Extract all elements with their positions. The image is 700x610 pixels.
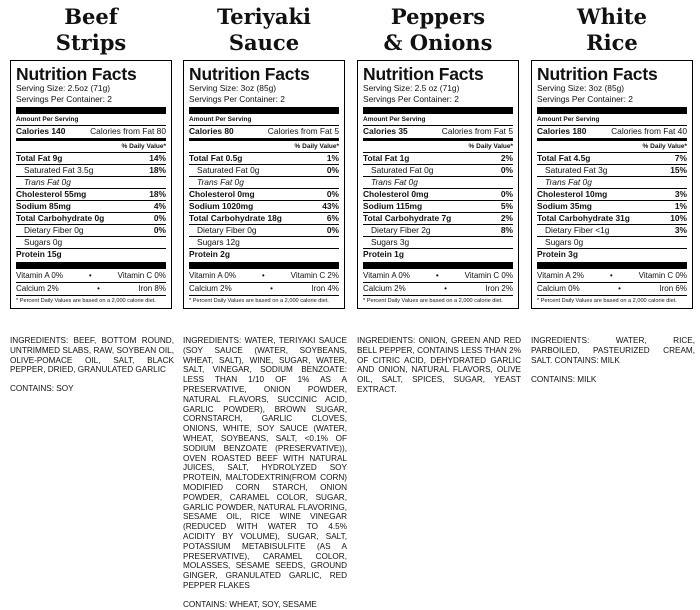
nutrient-row [16, 153, 166, 164]
nutrient-daily-value: 1% [326, 153, 339, 163]
nutrient-row [16, 213, 166, 224]
nutrient-daily-value: 2% [500, 153, 513, 163]
mineral-row: Calcium 2% • Iron 8% [16, 284, 166, 293]
product-heading-white-rice [531, 0, 693, 60]
daily-value-header: % Daily Value* [121, 143, 166, 150]
ingredients-block [357, 336, 521, 395]
calories-row [16, 126, 166, 137]
servings-per-container: Servings Per Container: 2 [537, 94, 633, 104]
calories: Calories 140 [16, 126, 66, 136]
servings-per-container: Servings Per Container: 2 [189, 94, 285, 104]
vitamin-c: Vitamin C 0% [117, 271, 166, 280]
daily-value-footnote: * Percent Daily Values are based on a 2,000 calorie diet. [363, 298, 503, 304]
nutrient-row [363, 237, 513, 248]
nutrient-label: Cholesterol 55mg [16, 189, 87, 199]
nutrient-row [189, 225, 339, 236]
nutrition-facts-title: Nutrition Facts [16, 64, 137, 84]
nutrient-row [537, 153, 687, 164]
calories: Calories 80 [189, 126, 234, 136]
vitamin-row: Vitamin A 2% • Vitamin C 0% [537, 271, 687, 280]
product-heading-peppers-onions [357, 0, 519, 60]
calcium: Calcium 2% [189, 284, 232, 293]
product-heading-line: Strips [55, 30, 127, 55]
product-heading-beef-strips [10, 0, 172, 60]
nutrient-row [189, 213, 339, 224]
nutrient-row [189, 201, 339, 212]
vitamin-row: Vitamin A 0% • Vitamin C 0% [363, 271, 513, 280]
nutrient-label: Cholesterol 0mg [363, 189, 429, 199]
nutrient-daily-value: 0% [326, 225, 339, 235]
nutrient-label: Sodium 85mg [16, 201, 71, 211]
nutrient-daily-value: 0% [153, 213, 166, 223]
nutrient-row [363, 153, 513, 164]
nutrient-row [189, 177, 339, 188]
daily-value-header: % Daily Value* [468, 143, 513, 150]
nutrition-facts-title: Nutrition Facts [537, 64, 658, 84]
nutrient-label: Sugars 0g [24, 237, 63, 247]
calories-row [189, 126, 339, 137]
nutrient-label: Total Fat 0.5g [189, 153, 243, 163]
product-heading-line: White [577, 4, 647, 29]
nutrient-daily-value: 3% [674, 189, 687, 199]
nutrient-row [363, 213, 513, 224]
nutrition-facts-title: Nutrition Facts [189, 64, 310, 84]
product-heading-line: Rice [586, 30, 638, 55]
nutrient-row [16, 201, 166, 212]
serving-size: Serving Size: 2.5 oz (71g) [363, 83, 460, 93]
protein: Protein 3g [537, 249, 578, 259]
nutrient-row [537, 201, 687, 212]
daily-value-footnote: * Percent Daily Values are based on a 2,000 calorie diet. [537, 298, 677, 304]
nutrient-row [537, 177, 687, 188]
nutrient-row [363, 177, 513, 188]
nutrient-label: Dietary Fiber 2g [371, 225, 431, 235]
nutrient-daily-value: 7% [674, 153, 687, 163]
protein-row [16, 249, 166, 260]
nutrient-daily-value: 2% [500, 213, 513, 223]
nutrient-row [16, 237, 166, 248]
nutrient-daily-value: 18% [149, 189, 166, 199]
calories: Calories 35 [363, 126, 408, 136]
calories-row [537, 126, 687, 137]
nutrient-label: Dietary Fiber 0g [197, 225, 257, 235]
protein: Protein 2g [189, 249, 230, 259]
nutrient-label: Dietary Fiber <1g [545, 225, 610, 235]
nutrient-label: Total Carbohydrate 7g [363, 213, 452, 223]
nutrient-row [189, 237, 339, 248]
nutrient-label: Trans Fat 0g [197, 177, 244, 187]
ingredients-text: INGREDIENTS: WATER, TERIYAKI SAUCE (SOY SAUCE (WATER, SOYBEANS, WHEAT, SALT), WINE, SUGAR, WATER, SALT, VINEGAR, SODIUM BENZOATE: LESS THAN 1/10 OF 1% AS A PRESERVATIVE, ONION POWDER, NATURAL FLAVORS, SUCCINIC ACID, GARLIC POWDER), BROWN SUGAR, CORNSTARCH, GARLIC CLOVES, ONIONS, WHITE, SOY SAUCE (WATER, WHEAT, SOYBEANS, SALT, <0.1% OF SODIUM BENZOATE (PRESERVATIVE)), OVEN ROASTED BEEF WITH NATURAL JUICES, SALT, HYDROLYZED SOY PROTEIN, MALTODEXTRIN(FROM CORN) MODIFIED CORN STARCH, ONION POWDER, CARAMEL COLOR, SUGAR, GARLIC POWDER, NATURAL FLAVORING, SESAME OIL, RICE WINE VINEGAR (REDUCED WITH WATER TO 4.5% ACIDITY BY VOLUME), SUGAR, SALT, POTASSIUM METABISULFITE (AS A PRESERVATIVE), CARAMEL COLOR, MOLASSES, SESAME SEEDS, GROUND GINGER, GRANULATED GARLIC, RED PEPPER FLAKES [183, 336, 347, 590]
nutrient-row [189, 153, 339, 164]
nutrient-row [189, 189, 339, 200]
product-heading-line: Sauce [228, 30, 300, 55]
servings-per-container: Servings Per Container: 2 [363, 94, 459, 104]
amount-per-serving: Amount Per Serving [363, 116, 426, 123]
nutrient-row [537, 213, 687, 224]
protein: Protein 1g [363, 249, 404, 259]
nutrient-daily-value: 8% [500, 225, 513, 235]
nutrient-daily-value: 0% [326, 165, 339, 175]
nutrient-row [537, 225, 687, 236]
nutrient-daily-value: 1% [674, 201, 687, 211]
nutrition-facts-label [10, 60, 172, 309]
vitamin-c: Vitamin C 0% [464, 271, 513, 280]
nutrition-facts-label [357, 60, 519, 309]
nutrient-label: Saturated Fat 3.5g [24, 165, 94, 175]
nutrient-label: Sugars 0g [545, 237, 584, 247]
calcium: Calcium 0% [537, 284, 580, 293]
ingredients-text: INGREDIENTS: WATER, RICE, PARBOILED, PASTEURIZED CREAM, SALT. CONTAINS: MILK [531, 336, 695, 365]
nutrition-facts-label [531, 60, 693, 309]
ingredients-block [183, 336, 347, 610]
product-heading-line: Peppers [390, 4, 486, 29]
protein-row [363, 249, 513, 260]
allergen-contains: CONTAINS: WHEAT, SOY, SESAME [183, 599, 317, 609]
nutrient-label: Total Carbohydrate 0g [16, 213, 105, 223]
ingredients-block [531, 336, 695, 385]
nutrition-facts-title: Nutrition Facts [363, 64, 484, 84]
nutrient-daily-value: 0% [326, 189, 339, 199]
product-heading-line: Beef [64, 4, 118, 29]
nutrient-daily-value: 0% [153, 225, 166, 235]
vitamin-a: Vitamin A 2% [537, 271, 584, 280]
nutrient-row [16, 165, 166, 176]
iron: Iron 2% [485, 284, 513, 293]
daily-value-header: % Daily Value* [642, 143, 687, 150]
calcium: Calcium 2% [16, 284, 59, 293]
nutrient-label: Trans Fat 0g [371, 177, 418, 187]
servings-per-container: Servings Per Container: 2 [16, 94, 112, 104]
product-heading-teriyaki-sauce [183, 0, 345, 60]
nutrient-daily-value: 5% [500, 201, 513, 211]
nutrient-row [363, 225, 513, 236]
nutrient-row [16, 189, 166, 200]
protein-row [189, 249, 339, 260]
allergen-contains: CONTAINS: MILK [531, 375, 597, 385]
vitamin-c: Vitamin C 0% [638, 271, 687, 280]
daily-value-footnote: * Percent Daily Values are based on a 2,000 calorie diet. [16, 298, 156, 304]
nutrient-label: Dietary Fiber 0g [24, 225, 84, 235]
nutrient-daily-value: 43% [322, 201, 339, 211]
protein: Protein 15g [16, 249, 62, 259]
protein-row [537, 249, 687, 260]
vitamin-a: Vitamin A 0% [16, 271, 63, 280]
nutrient-daily-value: 4% [153, 201, 166, 211]
ingredients-text: INGREDIENTS: ONION, GREEN AND RED BELL PEPPER, CONTAINS LESS THAN 2% OF CITRIC ACID, DEHYDRATED GARLIC AND ONION, NATURAL FLAVORS, OLIVE OIL, SALT, SPICES, SUGAR, YEAST EXTRACT. [357, 336, 521, 394]
nutrition-facts-label [183, 60, 345, 309]
mineral-row: Calcium 0% • Iron 6% [537, 284, 687, 293]
nutrient-label: Total Fat 4.5g [537, 153, 591, 163]
amount-per-serving: Amount Per Serving [16, 116, 79, 123]
nutrient-label: Sodium 35mg [537, 201, 592, 211]
nutrient-row [537, 189, 687, 200]
nutrient-label: Saturated Fat 0g [371, 165, 434, 175]
iron: Iron 6% [659, 284, 687, 293]
nutrient-daily-value: 0% [500, 189, 513, 199]
nutrient-row [363, 189, 513, 200]
calories-row [363, 126, 513, 137]
nutrient-row [16, 177, 166, 188]
nutrient-label: Saturated Fat 0g [197, 165, 260, 175]
nutrient-label: Cholesterol 10mg [537, 189, 608, 199]
nutrient-daily-value: 14% [149, 153, 166, 163]
calcium: Calcium 2% [363, 284, 406, 293]
calories: Calories 180 [537, 126, 587, 136]
nutrient-row [363, 201, 513, 212]
nutrient-label: Total Fat 1g [363, 153, 410, 163]
ingredients-text: INGREDIENTS: BEEF, BOTTOM ROUND, UNTRIMMED SLABS, RAW, SOYBEAN OIL, OLIVE-POMACE OIL, SALT, BLACK PEPPER, DRIED, GRANULATED GARLIC [10, 336, 174, 375]
nutrient-row [189, 165, 339, 176]
amount-per-serving: Amount Per Serving [537, 116, 600, 123]
vitamin-c: Vitamin C 2% [290, 271, 339, 280]
nutrient-daily-value: 0% [500, 165, 513, 175]
nutrient-row [537, 165, 687, 176]
nutrient-row [537, 237, 687, 248]
vitamin-a: Vitamin A 0% [363, 271, 410, 280]
nutrient-label: Sodium 115mg [363, 201, 423, 211]
daily-value-header: % Daily Value* [294, 143, 339, 150]
vitamin-row: Vitamin A 0% • Vitamin C 2% [189, 271, 339, 280]
product-heading-line: Teriyaki [217, 4, 311, 29]
amount-per-serving: Amount Per Serving [189, 116, 252, 123]
nutrient-daily-value: 15% [670, 165, 687, 175]
nutrient-daily-value: 6% [326, 213, 339, 223]
nutrient-label: Saturated Fat 3g [545, 165, 608, 175]
calories-from-fat: Calories from Fat 80 [90, 126, 166, 136]
vitamin-row: Vitamin A 0% • Vitamin C 0% [16, 271, 166, 280]
nutrient-label: Cholesterol 0mg [189, 189, 255, 199]
nutrient-row [16, 225, 166, 236]
product-heading-line: & Onions [383, 30, 493, 55]
iron: Iron 8% [138, 284, 166, 293]
nutrient-label: Sugars 3g [371, 237, 410, 247]
ingredients-block [10, 336, 174, 394]
daily-value-footnote: * Percent Daily Values are based on a 2,000 calorie diet. [189, 298, 329, 304]
nutrient-label: Trans Fat 0g [24, 177, 71, 187]
vitamin-a: Vitamin A 0% [189, 271, 236, 280]
nutrient-label: Total Carbohydrate 31g [537, 213, 630, 223]
nutrient-daily-value: 10% [670, 213, 687, 223]
mineral-row: Calcium 2% • Iron 2% [363, 284, 513, 293]
calories-from-fat: Calories from Fat 5 [441, 126, 513, 136]
nutrient-label: Total Fat 9g [16, 153, 63, 163]
nutrient-row [363, 165, 513, 176]
nutrient-daily-value: 18% [149, 165, 166, 175]
serving-size: Serving Size: 3oz (85g) [537, 83, 625, 93]
calories-from-fat: Calories from Fat 5 [267, 126, 339, 136]
nutrient-label: Trans Fat 0g [545, 177, 592, 187]
nutrient-daily-value: 3% [674, 225, 687, 235]
allergen-contains: CONTAINS: SOY [10, 384, 74, 394]
iron: Iron 4% [311, 284, 339, 293]
nutrient-label: Sodium 1020mg [189, 201, 254, 211]
nutrient-label: Sugars 12g [197, 237, 240, 247]
calories-from-fat: Calories from Fat 40 [611, 126, 687, 136]
mineral-row: Calcium 2% • Iron 4% [189, 284, 339, 293]
nutrient-label: Total Carbohydrate 18g [189, 213, 282, 223]
serving-size: Serving Size: 2.5oz (71g) [16, 83, 111, 93]
serving-size: Serving Size: 3oz (85g) [189, 83, 277, 93]
